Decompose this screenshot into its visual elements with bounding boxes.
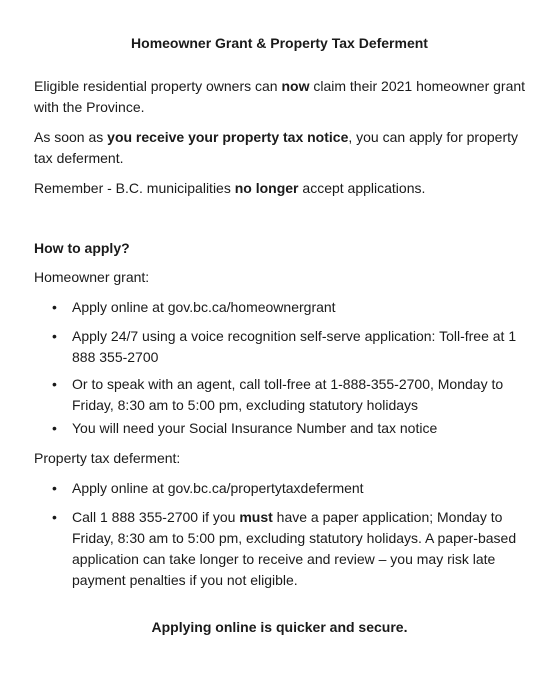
intro-p1-bold: now bbox=[281, 78, 310, 94]
list-item bbox=[52, 478, 527, 499]
bullet-icon: • bbox=[52, 509, 57, 525]
list-item bbox=[52, 507, 527, 591]
intro-paragraph-3 bbox=[34, 178, 534, 199]
intro-p3-text-end: accept applications. bbox=[298, 180, 426, 196]
list-item-text: Apply 24/7 using a voice recognition self-serve application: Toll-free at 1 888 355-2700 bbox=[72, 328, 517, 365]
list-item bbox=[52, 374, 527, 416]
list-item bbox=[52, 326, 527, 368]
intro-paragraph-1 bbox=[34, 76, 534, 118]
list-item-text bbox=[52, 507, 527, 591]
list-item bbox=[52, 418, 527, 439]
intro-p1-text-end: claim their 2021 homeowner grant with the Province. bbox=[34, 78, 526, 115]
homeowner-grant-label: Homeowner grant: bbox=[34, 269, 150, 285]
intro-p3-text: Remember - B.C. municipalities bbox=[34, 180, 235, 196]
footer-note: Applying online is quicker and secure. bbox=[151, 619, 408, 635]
page-title: Homeowner Grant & Property Tax Deferment bbox=[131, 35, 428, 51]
how-to-apply-heading: How to apply? bbox=[34, 240, 130, 256]
list-item-text: Apply online at gov.bc.ca/homeownergrant bbox=[72, 299, 336, 315]
bullet-icon: • bbox=[52, 376, 57, 392]
bullet-icon: • bbox=[52, 299, 57, 315]
intro-p3-bold: no longer bbox=[234, 180, 299, 196]
list-item-text: Apply online at gov.bc.ca/propertytaxdeferment bbox=[72, 480, 364, 496]
deferment-call-text: Call 1 888 355-2700 if you bbox=[72, 509, 240, 525]
intro-p2-text-end: , you can apply for property tax deferment. bbox=[34, 129, 519, 166]
intro-p1-text: Eligible residential property owners can bbox=[34, 78, 282, 94]
list-item-text: Or to speak with an agent, call toll-free at 1-888-355-2700, Monday to Friday, 8:30 am to 5:00 pm, excluding statutory holidays bbox=[72, 376, 504, 413]
intro-p2-bold: you receive your property tax notice bbox=[107, 129, 349, 145]
list-item-text: You will need your Social Insurance Number and tax notice bbox=[72, 420, 438, 436]
deferment-call-text-end: have a paper application; Monday to Friday, 8:30 am to 5:00 pm, excluding statutory holidays. A paper-based application can take longer to receive and review – you may risk late payment penalties if you not eligible. bbox=[72, 509, 517, 588]
intro-paragraph-2 bbox=[34, 127, 534, 169]
deferment-call-bold: must bbox=[239, 509, 273, 525]
bullet-icon: • bbox=[52, 480, 57, 496]
property-tax-deferment-label: Property tax deferment: bbox=[34, 450, 181, 466]
list-item bbox=[52, 297, 527, 318]
bullet-icon: • bbox=[52, 328, 57, 344]
bullet-icon: • bbox=[52, 420, 57, 436]
intro-p2-text: As soon as bbox=[34, 129, 108, 145]
